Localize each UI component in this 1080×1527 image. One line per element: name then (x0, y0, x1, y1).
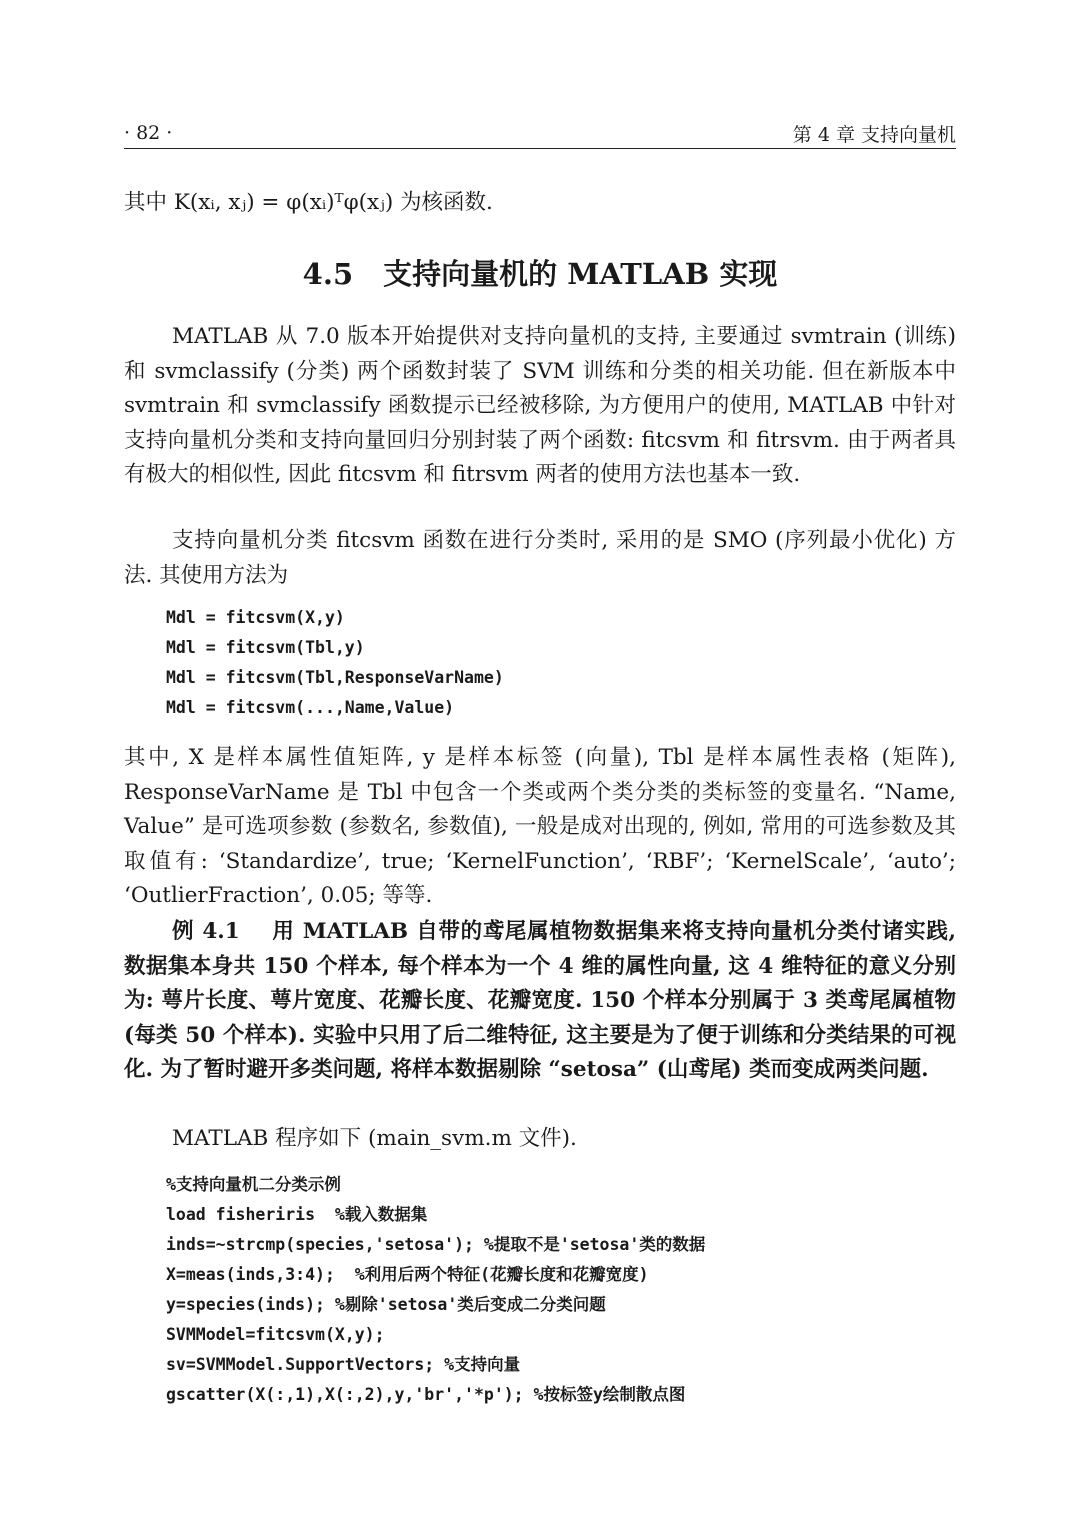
code-line: Mdl = fitcsvm(X,y) (166, 608, 345, 627)
example-4-1 (124, 915, 956, 1088)
paragraph-parameters: 其中, X 是样本属性值矩阵, y 是样本标签 (向量), Tbl 是样本属性表格 (矩阵), ResponseVarName 是 Tbl 中包含一个类或两个类分类的类标签的变量名. “Name, Value” 是可选项参数 (参数名, 参数值), 一般是成对出现的, 例如, 常用的可选参数及其取值有: ‘Standardize’, true; ‘KernelFunction’, ‘RBF’; ‘KernelScale’, ‘auto’; ‘OutlierFraction’, 0.05; 等等. (124, 745, 956, 908)
kernel-function-line: 其中 K(xᵢ, xⱼ) = φ(xᵢ)ᵀφ(xⱼ) 为核函数. (124, 190, 493, 215)
code-line: %支持向量机二分类示例 (166, 1175, 341, 1194)
code-line: gscatter(X(:,1),X(:,2),y,'br','*p'); %按标签y绘制散点图 (166, 1385, 686, 1404)
code-line: inds=~strcmp(species,'setosa'); %提取不是'setosa'类的数据 (166, 1235, 706, 1254)
section-number: 4.5 (302, 257, 354, 291)
code-line: Mdl = fitcsvm(Tbl,ResponseVarName) (166, 668, 504, 687)
example-text: 用 MATLAB 自带的鸢尾属植物数据集来将支持向量机分类付诸实践, 数据集本身共 150 个样本, 每个样本为一个 4 维的属性向量, 这 4 维特征的意义分别为: 萼片长度、萼片宽度、花瓣长度、花瓣宽度. 150 个样本分别属于 3 类鸢尾属植物 (每类 50 个样本). 实验中只用了后二维特征, 这主要是为了便于训练和分类结果的可视化. 为了暂时避开多类问题, 将样本数据剔除 “setosa” (山鸢尾) 类而变成两类问题. (124, 919, 956, 1082)
page-number: · 82 · (124, 122, 173, 144)
header-rule (124, 148, 956, 149)
code-line: y=species(inds); %剔除'setosa'类后变成二分类问题 (166, 1295, 606, 1314)
code-line: load fisheriris %载入数据集 (166, 1205, 428, 1224)
code-block-usage (166, 603, 504, 723)
code-line: Mdl = fitcsvm(...,Name,Value) (166, 698, 455, 717)
code-line: sv=SVMModel.SupportVectors; %支持向量 (166, 1355, 521, 1374)
paragraph-fitcsvm-usage: 支持向量机分类 fitcsvm 函数在进行分类时, 采用的是 SMO (序列最小优化) 方法. 其使用方法为 (124, 528, 956, 588)
section-title: 支持向量机的 MATLAB 实现 (383, 257, 778, 291)
chapter-title: 第 4 章 支持向量机 (792, 123, 956, 146)
code-block-program (166, 1170, 705, 1410)
code-line: X=meas(inds,3:4); %利用后两个特征(花瓣长度和花瓣宽度) (166, 1265, 649, 1284)
example-label: 例 4.1 (172, 919, 240, 944)
code-line: Mdl = fitcsvm(Tbl,y) (166, 638, 365, 657)
paragraph-matlab-intro: MATLAB 从 7.0 版本开始提供对支持向量机的支持, 主要通过 svmtrain (训练) 和 svmclassify (分类) 两个函数封装了 SVM 训练和分类的相关功能. 但在新版本中 svmtrain 和 svmclassify 函数提示已经被移除, 为方便用户的使用, MATLAB 中针对支持向量机分类和支持向量回归分别封装了两个函数: fitcsvm 和 fitrsvm. 由于两者具有极大的相似性, 因此 fitcsvm 和 fitrsvm 两者的使用方法也基本一致. (124, 324, 956, 487)
code-line: SVMModel=fitcsvm(X,y); (166, 1325, 385, 1344)
section-heading (124, 252, 956, 293)
running-header (124, 118, 956, 148)
paragraph-program-intro: MATLAB 程序如下 (main_svm.m 文件). (172, 1126, 577, 1151)
